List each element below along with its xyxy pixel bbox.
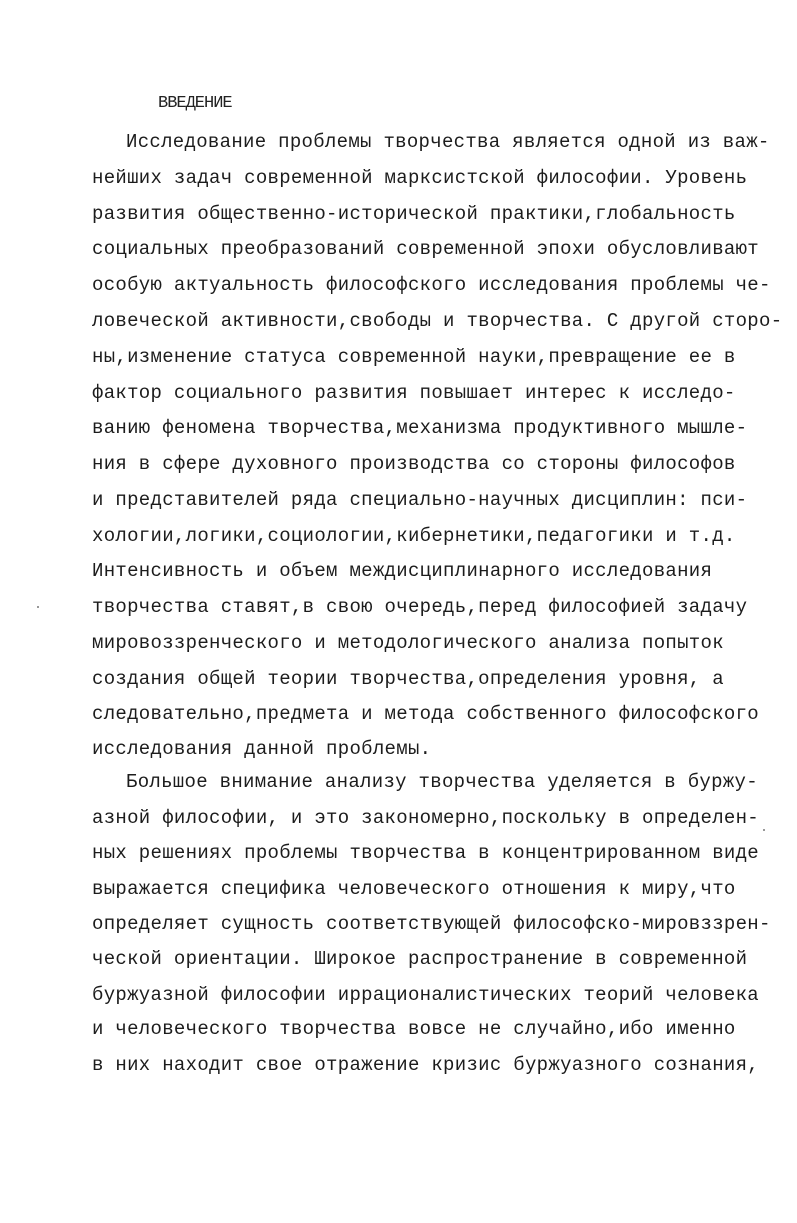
text-line: Исследование проблемы творчества является одной из важ- (126, 131, 770, 153)
text-line: фактор социального развития повышает интерес к исследо- (92, 382, 736, 404)
text-line: выражается специфика человеческого отношения к миру,что (92, 878, 736, 900)
text-line: и человеческого творчества вовсе не случайно,ибо именно (92, 1018, 736, 1040)
text-line: создания общей теории творчества,определения уровня, а (92, 668, 724, 690)
text-line: нейших задач современной марксистской философии. Уровень (92, 167, 748, 189)
text-line: в них находит свое отражение кризис буржуазного сознания, (92, 1054, 760, 1076)
text-line: азной философии, и это закономерно,поскольку в определен- (92, 807, 760, 829)
text-line: исследования данной проблемы. (92, 738, 432, 760)
text-line: и представителей ряда специально-научных дисциплин: пси- (92, 489, 748, 511)
text-line: ванию феномена творчества,механизма продуктивного мышле- (92, 417, 748, 439)
text-line: развития общественно-исторической практики,глобальность (92, 203, 736, 225)
text-line: творчества ставят,в свою очередь,перед философией задачу (92, 596, 748, 618)
text-line: Большое внимание анализу творчества уделяется в буржу- (126, 771, 758, 793)
text-line: хологии,логики,социологии,кибернетики,педагогики и т.д. (92, 525, 736, 547)
text-line: ческой ориентации. Широкое распространение в современной (92, 948, 748, 970)
text-line: особую актуальность философского исследования проблемы че- (92, 274, 771, 296)
scan-speck (763, 829, 765, 831)
section-heading: ВВЕДЕНИЕ (158, 94, 232, 113)
scan-speck (37, 606, 39, 608)
text-line: ны,изменение статуса современной науки,превращение ее в (92, 346, 736, 368)
text-line: Интенсивность и объем междисциплинарного исследования (92, 560, 713, 582)
text-line: буржуазной философии иррационалистических теорий человека (92, 984, 760, 1006)
text-line: определяет сущность соответствующей философско-мировззрен- (92, 913, 771, 935)
text-line: социальных преобразований современной эпохи обусловливают (92, 238, 760, 260)
text-line: следовательно,предмета и метода собственного философского (92, 703, 760, 725)
text-line: ных решениях проблемы творчества в концентрированном виде (92, 842, 760, 864)
text-line: мировоззренческого и методологического анализа попыток (92, 632, 724, 654)
text-line: ловеческой активности,свободы и творчества. С другой сторо- (92, 310, 783, 332)
text-line: ния в сфере духовного производства со стороны философов (92, 453, 736, 475)
